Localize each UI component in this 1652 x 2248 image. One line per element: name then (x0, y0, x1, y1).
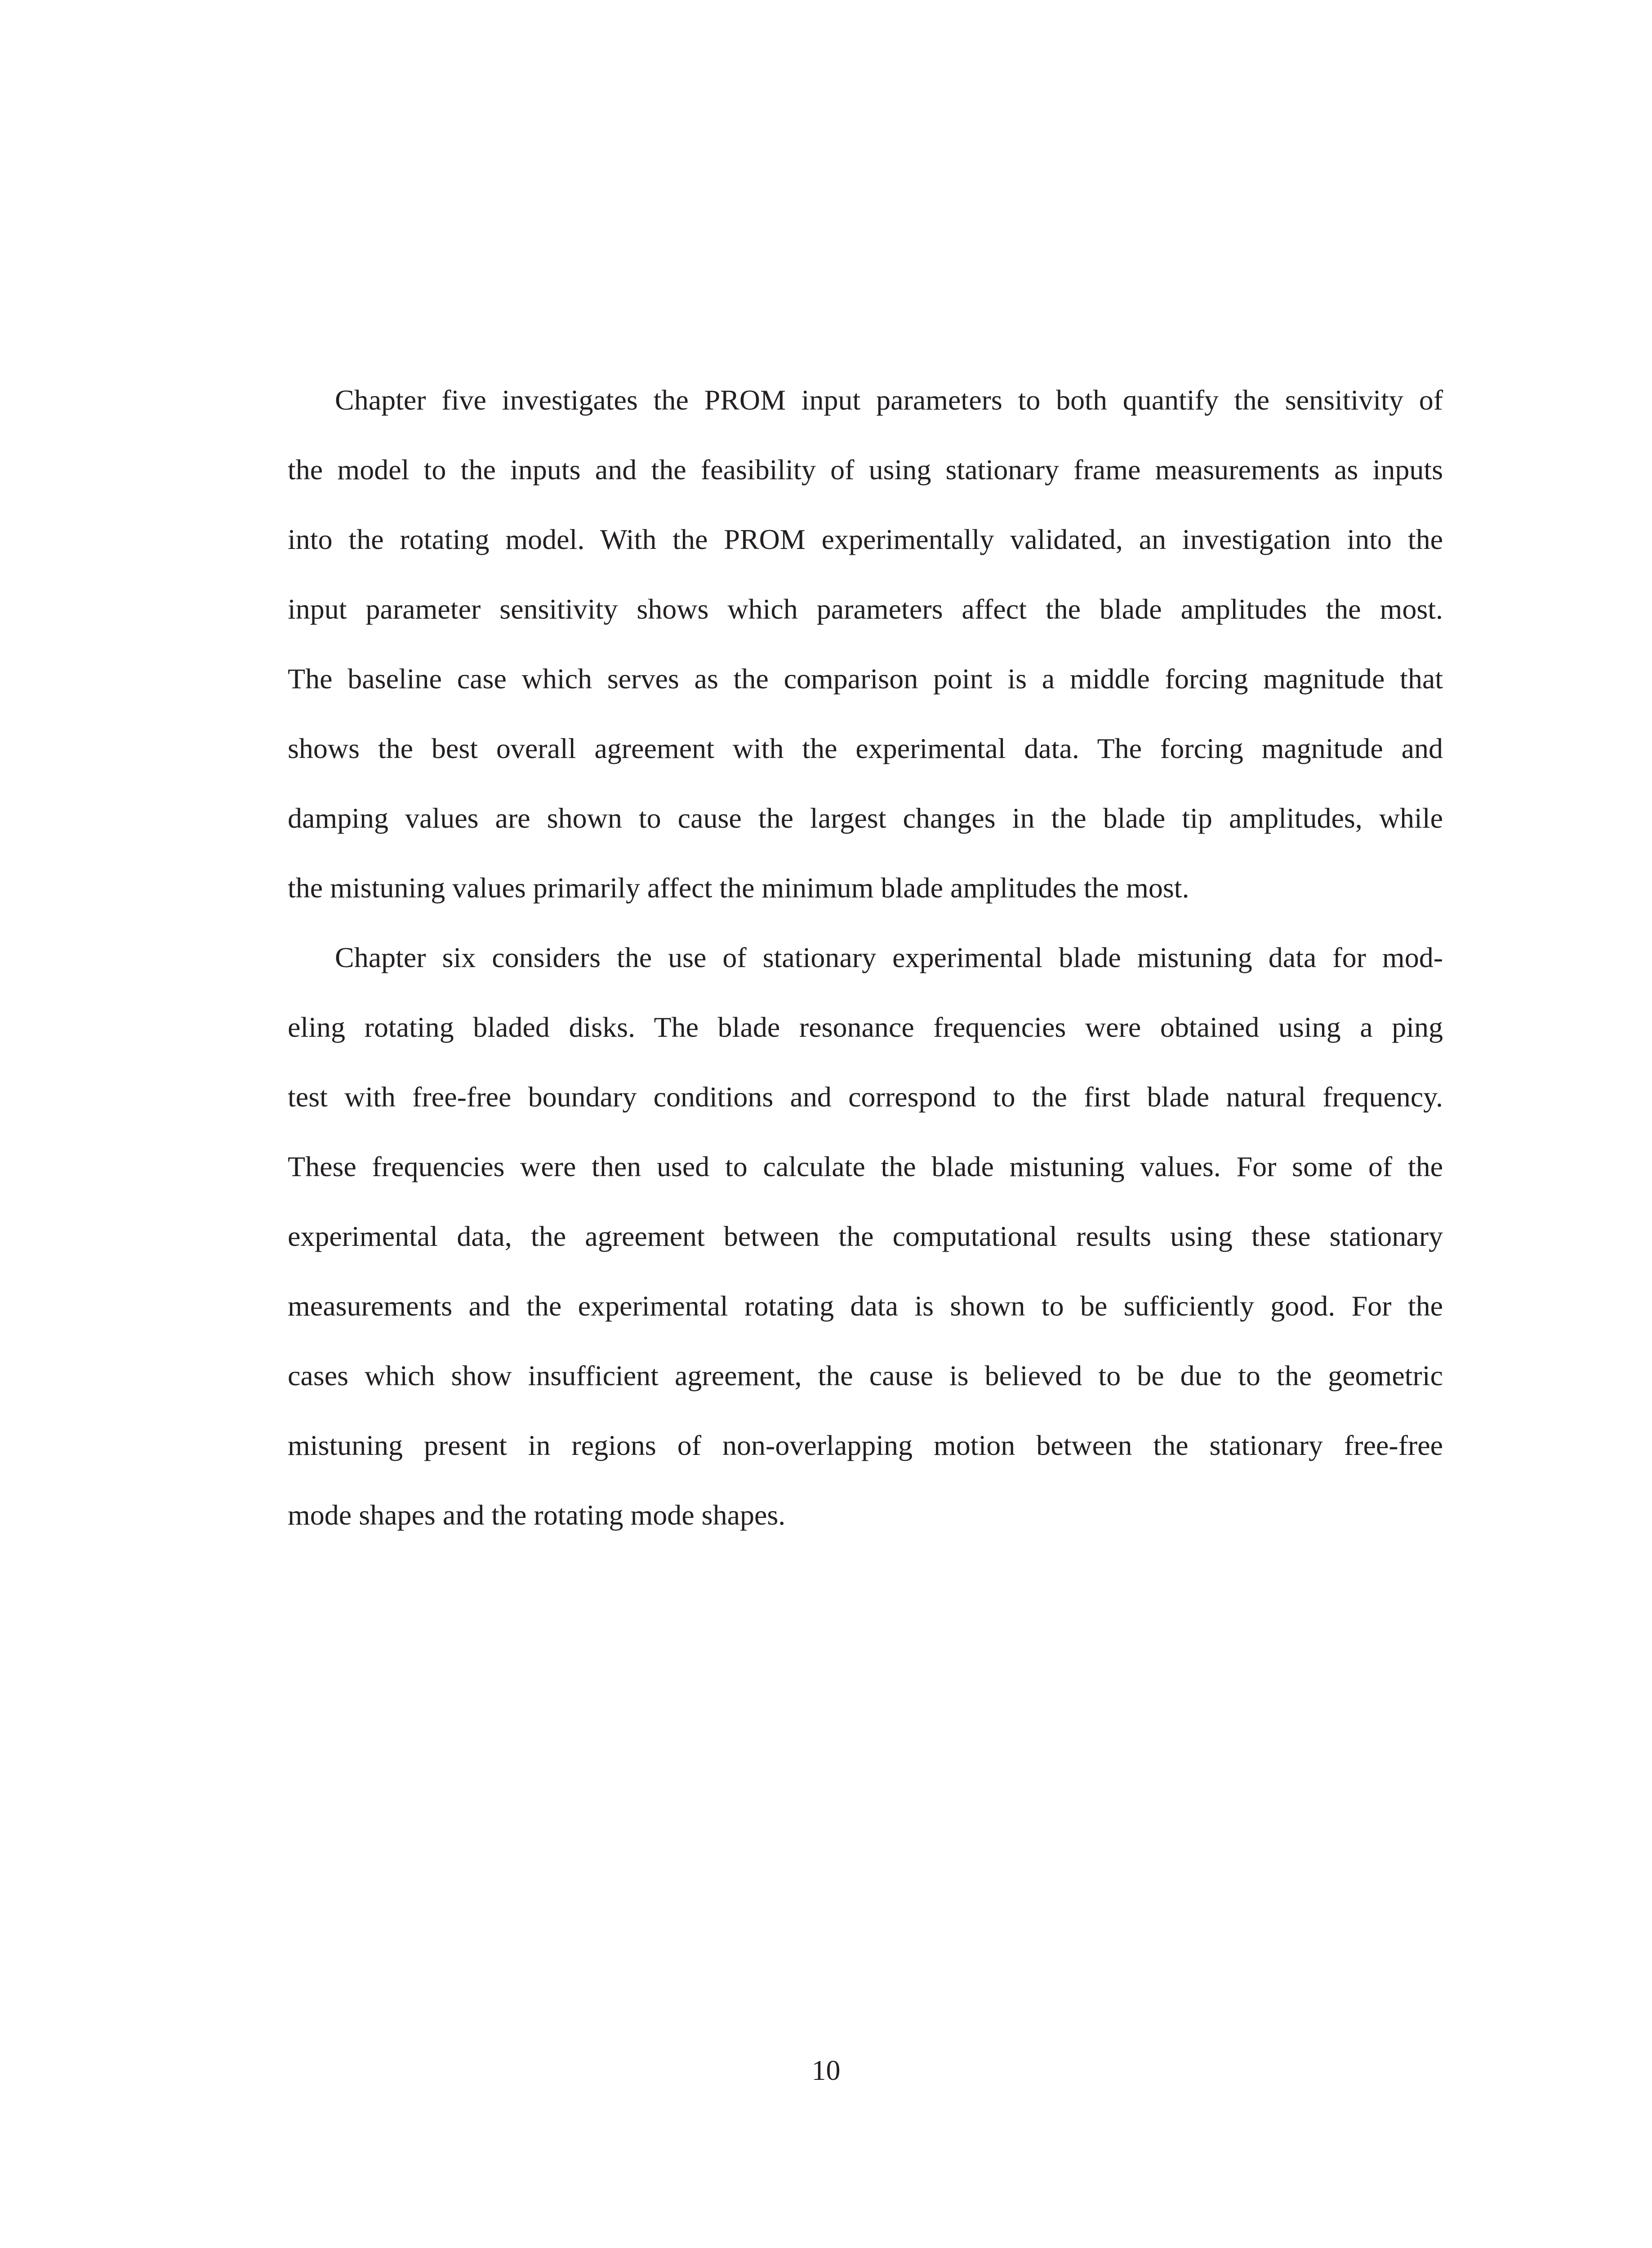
text-line: The baseline case which serves as the comparison point is a middle forcing magnitude that (288, 663, 1443, 695)
text-line: the model to the inputs and the feasibility of using stationary frame measurements as inputs (288, 454, 1443, 486)
text-line: These frequencies were then used to calculate the blade mistuning values. For some of the (288, 1151, 1443, 1182)
text-line: damping values are shown to cause the largest changes in the blade tip amplitudes, while (288, 802, 1443, 834)
text-line: Chapter six considers the use of stationary experimental blade mistuning data for mod- (335, 941, 1443, 973)
text-line: the mistuning values primarily affect the minimum blade amplitudes the most. (288, 872, 1189, 904)
paragraph-chapter-five (288, 365, 1443, 923)
text-line: eling rotating bladed disks. The blade resonance frequencies were obtained using a ping (288, 1011, 1443, 1043)
text-line: measurements and the experimental rotating data is shown to be sufficiently good. For the (288, 1290, 1443, 1322)
text-line: Chapter five investigates the PROM input parameters to both quantify the sensitivity of (335, 384, 1443, 416)
paragraph-chapter-six (288, 923, 1443, 1550)
body-text (288, 365, 1443, 1550)
text-line: experimental data, the agreement between the computational results using these stationary (288, 1220, 1443, 1252)
text-line: test with free-free boundary conditions and correspond to the first blade natural frequency. (288, 1081, 1443, 1113)
text-line: shows the best overall agreement with the experimental data. The forcing magnitude and (288, 732, 1443, 764)
page-number: 10 (811, 2054, 841, 2086)
text-line: mistuning present in regions of non-overlapping motion between the stationary free-free (288, 1429, 1443, 1461)
text-line: cases which show insufficient agreement, the cause is believed to be due to the geometric (288, 1360, 1443, 1392)
text-line: into the rotating model. With the PROM experimentally validated, an investigation into the (288, 523, 1443, 555)
text-line: input parameter sensitivity shows which parameters affect the blade amplitudes the most. (288, 593, 1443, 625)
text-line: mode shapes and the rotating mode shapes. (288, 1499, 786, 1531)
